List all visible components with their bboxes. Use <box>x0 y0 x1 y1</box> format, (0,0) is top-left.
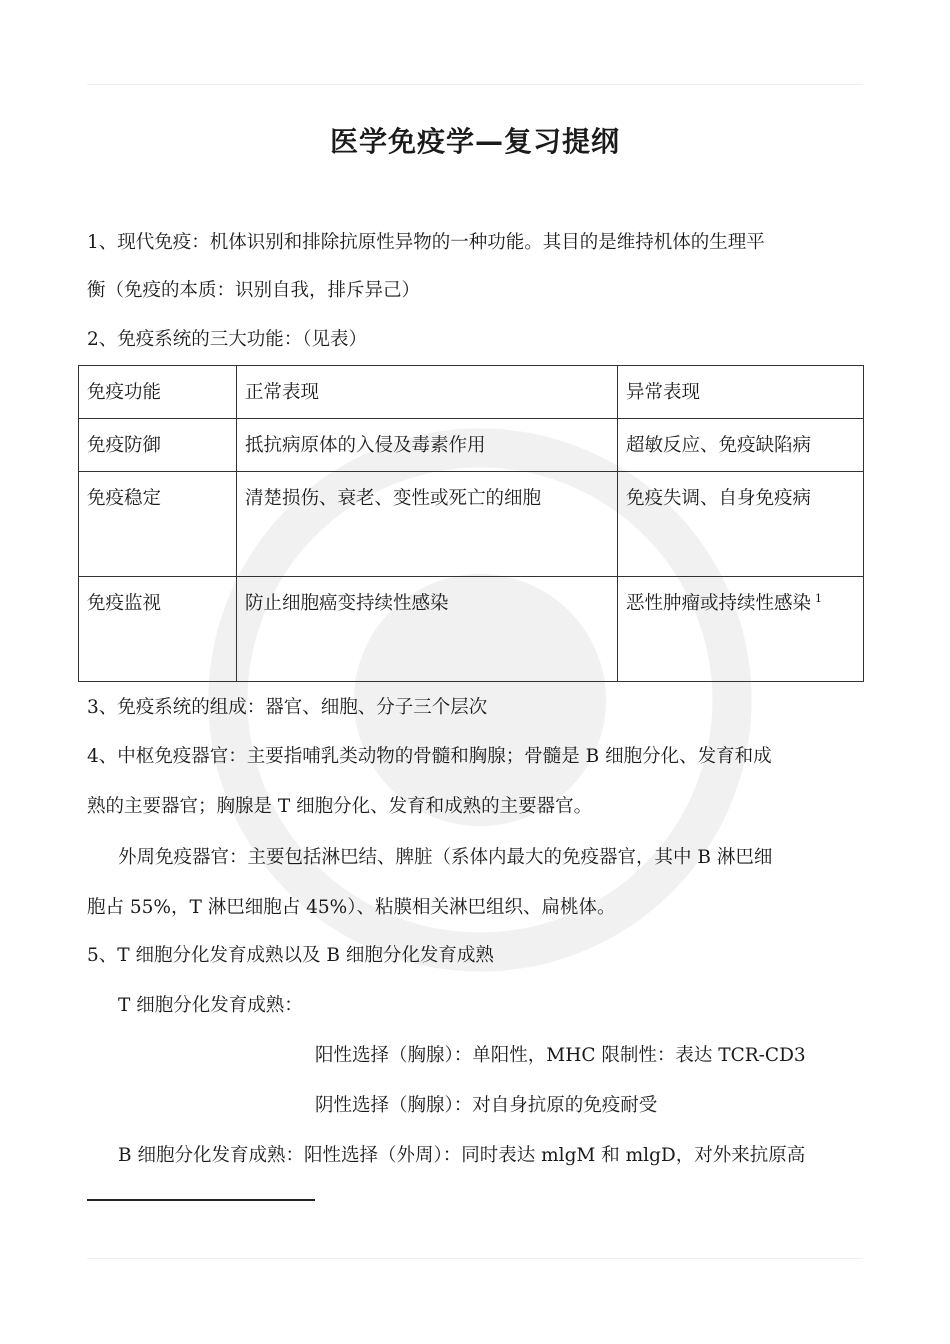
footnote-separator <box>87 1199 315 1201</box>
table-cell: 超敏反应、免疫缺陷病 <box>618 419 864 472</box>
table-cell: 免疫稳定 <box>79 472 237 577</box>
table-row <box>79 577 864 682</box>
paragraph-5: 5、T 细胞分化发育成熟以及 B 细胞分化发育成熟 <box>87 945 494 966</box>
header-rule <box>87 84 863 85</box>
negative-selection-line: 阴性选择（胸腺）：对自身抗原的免疫耐受 <box>315 1095 658 1116</box>
page-title: 医学免疫学—复习提纲 <box>329 125 620 158</box>
table-header-cell: 免疫功能 <box>79 366 237 419</box>
table-row <box>79 472 864 577</box>
table-row <box>79 419 864 472</box>
paragraph-4-line-2: 熟的主要器官；胸腺是 T 细胞分化、发育和成熟的主要器官。 <box>87 796 593 817</box>
paragraph-4-line-1: 4、中枢免疫器官：主要指哺乳类动物的骨髓和胸腺；骨髓是 B 细胞分化、发育和成 <box>87 746 772 767</box>
paragraph-4-line-4: 胞占 55%，T 淋巴细胞占 45%）、粘膜相关淋巴组织、扁桃体。 <box>87 897 616 918</box>
table-cell: 免疫防御 <box>79 419 237 472</box>
paragraph-1-line-2: 衡（免疫的本质：识别自我，排斥异己） <box>87 280 421 301</box>
table-cell-text: 恶性肿瘤或持续性感染 <box>626 593 812 614</box>
paragraph-1-line-1: 1、现代免疫：机体识别和排除抗原性异物的一种功能。其目的是维持机体的生理平 <box>87 232 765 253</box>
table-cell: 清楚损伤、衰老、变性或死亡的细胞 <box>237 472 618 577</box>
footer-rule <box>87 1258 863 1259</box>
positive-selection-line: 阳性选择（胸腺）：单阳性，MHC 限制性：表达 TCR-CD3 <box>315 1045 806 1066</box>
table-cell: 免疫监视 <box>79 577 237 682</box>
paragraph-2: 2、免疫系统的三大功能：（见表） <box>87 329 368 350</box>
table-header-row <box>79 366 864 419</box>
paragraph-4-line-3: 外周免疫器官：主要包括淋巴结、脾脏（系体内最大的免疫器官，其中 B 淋巴细 <box>118 847 773 868</box>
paragraph-5-subhead: T 细胞分化发育成熟： <box>118 995 303 1016</box>
table-cell: 抵抗病原体的入侵及毒素作用 <box>237 419 618 472</box>
paragraph-3: 3、免疫系统的组成：器官、细胞、分子三个层次 <box>87 697 488 718</box>
table-header-cell: 正常表现 <box>237 366 618 419</box>
immune-function-table <box>78 365 864 682</box>
table-header-cell: 异常表现 <box>618 366 864 419</box>
b-cell-line: B 细胞分化发育成熟：阳性选择（外周）：同时表达 mlgM 和 mlgD，对外来抗原高 <box>118 1145 806 1166</box>
footnote-marker: 1 <box>815 591 823 605</box>
table-cell: 防止细胞癌变持续性感染 <box>237 577 618 682</box>
table-cell: 免疫失调、自身免疫病 <box>618 472 864 577</box>
table-cell <box>618 577 864 682</box>
